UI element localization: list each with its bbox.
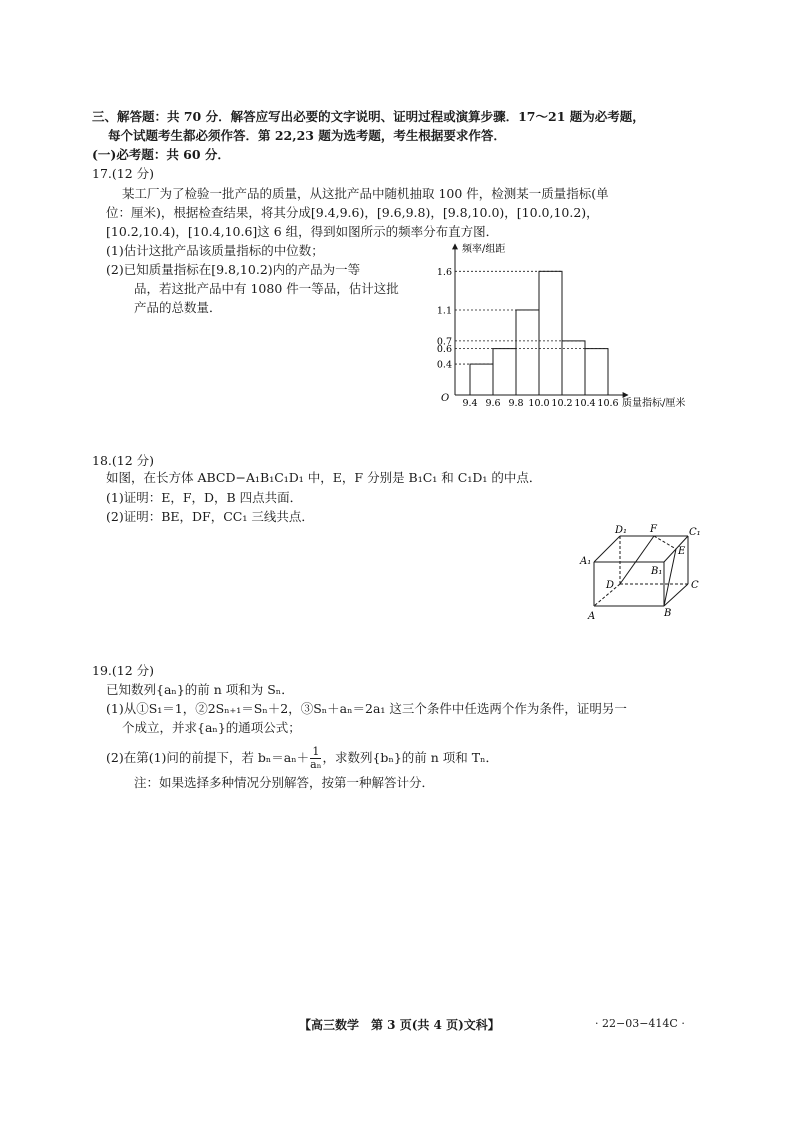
label-B: B: [664, 608, 672, 619]
label-B1: B₁: [651, 566, 663, 577]
histogram-bar: [585, 349, 608, 395]
x-tick-label: 10.0: [528, 398, 550, 409]
x-tick-label: 10.4: [574, 398, 596, 409]
fraction-denominator: aₙ: [310, 758, 322, 771]
label-A1: A₁: [580, 556, 592, 567]
footer-code: · 22−03−414C ·: [595, 1017, 685, 1030]
section-heading-line2: 每个试题考生都必须作答．第 22,23 题为选考题，考生根据要求作答．: [108, 128, 506, 143]
histogram-bar: [470, 364, 493, 395]
x-tick-label: 9.6: [485, 398, 501, 409]
q17-subquestion-1: (1)估计这批产品该质量指标的中位数；: [106, 243, 324, 258]
x-axis-label: 质量指标/厘米: [622, 398, 686, 409]
q17-text-line2: 位：厘米)，根据检查结果，将其分成[9.4,9.6)，[9.6,9.8)，[9.8,10.0)，[10.0,10.2)，: [106, 205, 599, 220]
q17-subquestion-2a: (2)已知质量指标在[9.8,10.2)内的产品为一等: [106, 262, 361, 277]
q19-s2-prefix: (2)在第(1)问的前提下，若 bₙ＝aₙ＋: [106, 750, 310, 765]
q17-text-line3: [10.2,10.4)，[10.4,10.6]这 6 组，得到如图所示的频率分布直方图．: [106, 224, 499, 239]
x-tick-label: 10.6: [597, 398, 619, 409]
frequency-histogram: [425, 238, 715, 418]
q17-text-line1: 某工厂为了检验一批产品的质量，从这批产品中随机抽取 100 件，检测某一质量指标(单: [122, 186, 609, 201]
label-E: E: [678, 546, 686, 557]
q19-subquestion-1b: 个成立，并求{aₙ}的通项公式；: [122, 720, 301, 735]
q18-subquestion-2: (2)证明：BE，DF，CC₁ 三线共点．: [106, 509, 314, 524]
y-tick-label: 0.7: [436, 336, 452, 348]
origin-label: O: [441, 393, 450, 404]
histogram-bar: [516, 310, 539, 395]
fraction-numerator: 1: [310, 746, 321, 759]
x-tick-label: 9.8: [508, 398, 524, 409]
q19-text: 已知数列{aₙ}的前 n 项和为 Sₙ．: [106, 682, 294, 697]
y-axis-label: 频率/组距: [462, 244, 506, 255]
q19-s2-suffix: ，求数列{bₙ}的前 n 项和 Tₙ．: [322, 750, 499, 765]
y-tick-label: 1.6: [436, 266, 452, 278]
q17-number: 17.(12 分): [92, 166, 155, 181]
label-C: C: [691, 580, 699, 591]
cuboid-figure: [578, 522, 708, 627]
fraction-1-over-an: [310, 746, 321, 771]
x-tick-label: 9.4: [462, 398, 478, 409]
footer-page-info: 【高三数学 第 3 页(共 4 页)文科】: [299, 1018, 500, 1032]
section-subheading: (一)必考题：共 60 分．: [92, 147, 230, 162]
q19-subquestion-2: [106, 746, 498, 771]
q19-subquestion-1a: (1)从①S₁＝1，②2Sₙ₊₁＝Sₙ＋2，③Sₙ＋aₙ＝2a₁ 这三个条件中任选两个作为条件，证明另一: [106, 701, 627, 716]
q17-subquestion-2b: 品，若这批产品中有 1080 件一等品，估计这批: [134, 281, 399, 296]
histogram-bar: [562, 341, 585, 395]
histogram-bar: [539, 271, 562, 395]
y-tick-label: 0.6: [436, 344, 452, 356]
x-tick-label: 10.2: [551, 398, 573, 409]
q18-text: 如图，在长方体 ABCD−A₁B₁C₁D₁ 中，E，F 分别是 B₁C₁ 和 C₁D₁ 的中点．: [106, 470, 542, 485]
label-D: D: [606, 580, 615, 591]
q19-note: 注：如果选择多种情况分别解答，按第一种解答计分．: [134, 775, 435, 790]
q18-number: 18.(12 分): [92, 453, 155, 468]
label-C1: C₁: [689, 527, 701, 538]
q17-subquestion-2c: 产品的总数量．: [134, 300, 222, 315]
label-D1: D₁: [615, 525, 628, 536]
section-heading-line1: 三、解答题：共 70 分．解答应写出必要的文字说明、证明过程或演算步骤．17～21 题为必考题，: [92, 109, 645, 124]
y-tick-label: 1.1: [436, 305, 452, 317]
label-A: A: [588, 611, 596, 622]
q18-subquestion-1: (1)证明：E，F，D，B 四点共面．: [106, 490, 303, 505]
histogram-bar: [493, 349, 516, 395]
label-F: F: [650, 524, 657, 535]
y-tick-label: 0.4: [436, 359, 452, 371]
q19-number: 19.(12 分): [92, 663, 155, 678]
